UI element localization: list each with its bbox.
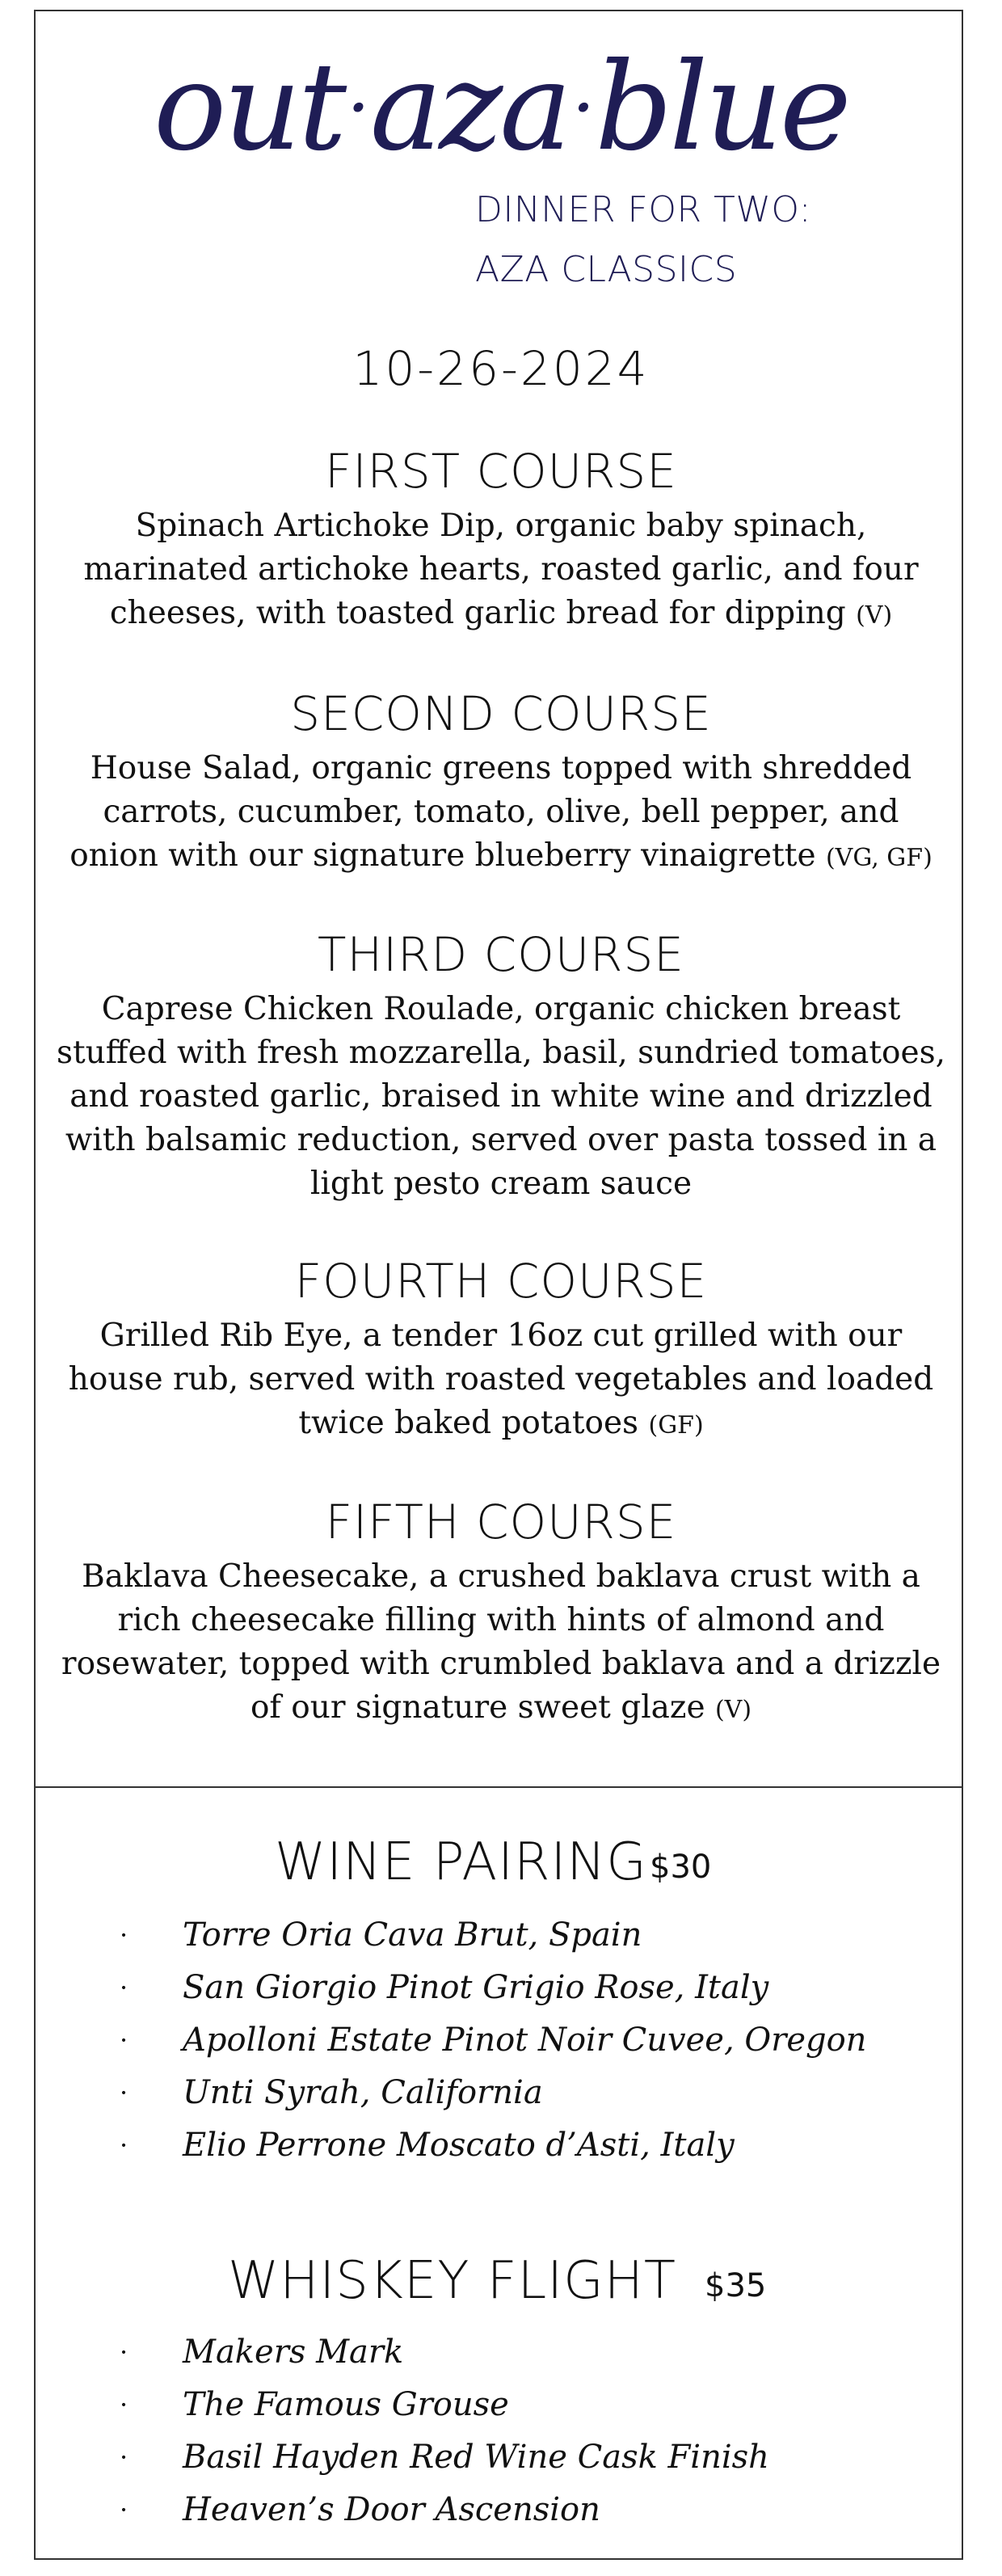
course-description-text: Caprese Chicken Roulade, organic chicken breast stuffed with fresh mozzarella, basil, sundried tomatoes, and roasted garlic, braised in white wine and drizzled with balsamic reduction, served over pasta tossed in a light pesto cream sauce (57, 991, 945, 1202)
whiskey-item: The Famous Grouse (183, 2386, 509, 2423)
course-title: FIRST COURSE (325, 444, 677, 499)
wine-item: San Giorgio Pinot Grigio Rose, Italy (183, 1969, 769, 2006)
bullet-icon: · (120, 2494, 128, 2525)
bullet-icon: · (120, 2077, 128, 2108)
list-item (113, 2431, 921, 2484)
bullet-icon: · (120, 2442, 128, 2473)
course-description-text: Spinach Artichoke Dip, organic baby spinach, marinated artichoke hearts, roasted garlic, and four cheeses, with toasted garlic bread for dipping (83, 508, 919, 631)
wine-list (113, 1909, 921, 2172)
course-title: FIFTH COURSE (325, 1495, 677, 1549)
menu-date: 10-26-2024 (352, 341, 650, 396)
course-description-text: Baklava Cheesecake, a crushed baklava crust with a rich cheesecake filling with hints of almond and rosewater, topped with crumbled baklava and a drizzle of our signature sweet glaze (61, 1558, 941, 1726)
wine-item: Torre Oria Cava Brut, Spain (183, 1916, 642, 1954)
brand-logo (154, 37, 865, 209)
list-item (113, 2379, 921, 2431)
wine-pairing-title: WINE PAIRING (275, 1832, 647, 1892)
whiskey-item: Makers Mark (183, 2334, 404, 2371)
whiskey-item: Heaven’s Door Ascension (183, 2491, 600, 2528)
course-description-text: Grilled Rib Eye, a tender 16oz cut grilled with our house rub, served with roasted vegetables and loaded twice baked potatoes (68, 1318, 934, 1441)
whiskey-item: Basil Hayden Red Wine Cask Finish (183, 2439, 769, 2476)
wine-item: Apolloni Estate Pinot Noir Cuvee, Oregon (183, 2022, 867, 2059)
logo-word-blue: blue (595, 37, 848, 178)
list-item (113, 2067, 921, 2119)
course-description (48, 988, 954, 1206)
list-item (113, 2326, 921, 2379)
menu-subtitle-line2: AZA CLASSICS (475, 249, 738, 290)
list-item (113, 2014, 921, 2067)
bullet-icon: · (120, 1920, 128, 1950)
course-title: THIRD COURSE (318, 927, 684, 982)
whiskey-list (113, 2326, 921, 2536)
course-first (48, 443, 954, 638)
wine-item: Elio Perrone Moscato d’Asti, Italy (183, 2127, 735, 2164)
logo-word-aza: aza (369, 37, 569, 178)
course-second (48, 685, 954, 880)
menu-subtitle-line1: DINNER FOR TWO: (475, 189, 812, 230)
bullet-icon: · (120, 2130, 128, 2161)
course-description (48, 1314, 954, 1448)
list-item (113, 2484, 921, 2536)
bullet-icon: · (120, 2389, 128, 2420)
dietary-tag: (V) (856, 601, 893, 630)
wine-item: Unti Syrah, California (183, 2074, 543, 2111)
course-title: FOURTH COURSE (294, 1254, 708, 1309)
whiskey-flight-price: $35 (705, 2267, 767, 2304)
dietary-tag: (V) (714, 1696, 752, 1724)
dietary-tag: (GF) (648, 1411, 704, 1440)
logo-word-out: out (154, 37, 344, 178)
section-divider (34, 1786, 963, 1788)
bullet-icon: · (120, 2025, 128, 2055)
logo-dot: · (571, 65, 592, 150)
list-item (113, 1909, 921, 1962)
course-description (48, 504, 954, 638)
course-description (48, 1555, 954, 1732)
dietary-tag: (VG, GF) (825, 844, 933, 872)
bullet-icon: · (120, 1972, 128, 2003)
list-item (113, 1962, 921, 2014)
course-description-text: House Salad, organic greens topped with shredded carrots, cucumber, tomato, olive, bell pepper, and onion with our signature blueberry vinaigrette (69, 750, 912, 874)
course-title: SECOND COURSE (290, 686, 712, 741)
list-item (113, 2119, 921, 2172)
course-description (48, 747, 954, 880)
course-fourth (48, 1253, 954, 1448)
whiskey-flight-title: WHISKEY FLIGHT (228, 2251, 676, 2311)
bullet-icon: · (120, 2337, 128, 2367)
course-fifth (48, 1494, 954, 1732)
logo-dot: · (347, 65, 367, 150)
wine-pairing-price: $30 (650, 1849, 712, 1886)
course-third (48, 926, 954, 1206)
